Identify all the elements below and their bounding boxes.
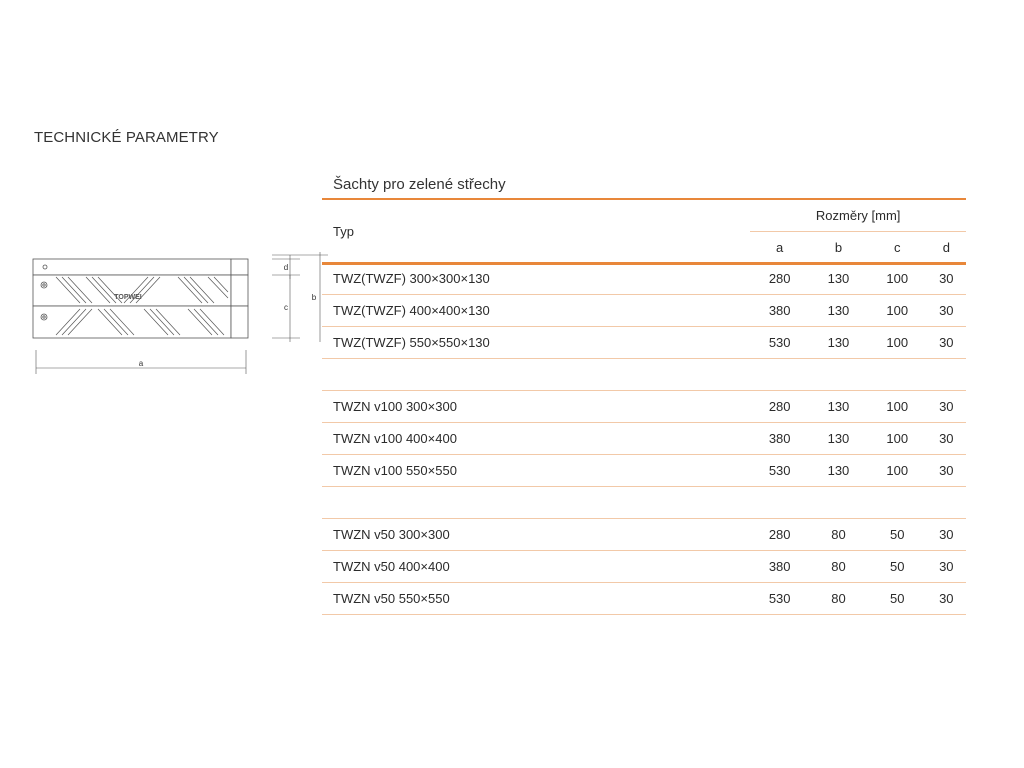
cell-c: 100: [868, 327, 927, 359]
cell-b: 130: [809, 391, 868, 423]
cell-d: 30: [927, 551, 966, 583]
col-header-c: c: [893, 240, 901, 255]
table-spacer-row: [322, 487, 966, 519]
cell-a: 380: [750, 551, 809, 583]
cell-c: [868, 359, 927, 391]
table-spacer-row: [322, 359, 966, 391]
brand-logo-text: TOPWEI: [114, 294, 142, 301]
table-row: [322, 519, 966, 551]
table-row: [322, 423, 966, 455]
cell-a: [750, 487, 809, 519]
cell-b: 130: [809, 327, 868, 359]
table-title: Šachty pro zelené střechy: [333, 176, 506, 193]
cell-type: TWZ(TWZF) 400×400×130: [322, 295, 750, 327]
cell-type: TWZN v100 550×550: [322, 455, 750, 487]
cell-b: 80: [809, 551, 868, 583]
segment-upper: [33, 275, 231, 306]
cell-c: 100: [868, 263, 927, 295]
cell-a: 530: [750, 583, 809, 615]
cell-b: [809, 487, 868, 519]
cell-type: [322, 487, 750, 519]
table-row: [322, 391, 966, 423]
shaft-drawing: [28, 250, 328, 380]
table-row: [322, 583, 966, 615]
cell-c: 50: [868, 583, 927, 615]
cell-type: TWZ(TWZF) 550×550×130: [322, 327, 750, 359]
cell-b: 80: [809, 583, 868, 615]
cell-d: 30: [927, 583, 966, 615]
cell-a: 530: [750, 327, 809, 359]
cell-d: 30: [927, 455, 966, 487]
cell-d: 30: [927, 391, 966, 423]
cell-b: 130: [809, 455, 868, 487]
dim-label-b: b: [311, 293, 317, 302]
table-row: [322, 295, 966, 327]
cell-d: 30: [927, 263, 966, 295]
type-header: Typ: [333, 223, 354, 239]
cell-c: 100: [868, 391, 927, 423]
dim-label-d: d: [283, 263, 289, 272]
cell-c: 50: [868, 519, 927, 551]
cell-b: [809, 359, 868, 391]
cell-type: [322, 359, 750, 391]
table-header-rule: [322, 262, 966, 265]
cell-d: [927, 487, 966, 519]
col-header-b: b: [834, 240, 843, 255]
cell-c: 50: [868, 551, 927, 583]
cell-type: TWZ(TWZF) 300×300×130: [322, 263, 750, 295]
cell-type: TWZN v100 400×400: [322, 423, 750, 455]
dim-label-a: a: [138, 359, 144, 368]
table-row: [322, 551, 966, 583]
cell-c: [868, 487, 927, 519]
table-row: [322, 263, 966, 295]
cell-d: 30: [927, 423, 966, 455]
cell-a: 380: [750, 423, 809, 455]
cell-b: 130: [809, 295, 868, 327]
cell-type: TWZN v50 550×550: [322, 583, 750, 615]
col-header-a: a: [776, 240, 784, 255]
page-title: TECHNICKÉ PARAMETRY: [34, 129, 219, 146]
cell-d: 30: [927, 327, 966, 359]
table-row: [322, 455, 966, 487]
cell-c: 100: [868, 423, 927, 455]
cell-d: 30: [927, 519, 966, 551]
cell-d: 30: [927, 295, 966, 327]
cell-type: TWZN v50 300×300: [322, 519, 750, 551]
cell-a: 280: [750, 263, 809, 295]
cell-a: 280: [750, 519, 809, 551]
cell-type: TWZN v100 300×300: [322, 391, 750, 423]
cell-c: 100: [868, 295, 927, 327]
cell-c: 100: [868, 455, 927, 487]
dim-label-c: c: [284, 303, 288, 312]
cell-b: 80: [809, 519, 868, 551]
col-header-d: d: [942, 240, 950, 255]
cell-b: 130: [809, 423, 868, 455]
cell-type: TWZN v50 400×400: [322, 551, 750, 583]
dimensions-header: Rozměry [mm]: [750, 199, 966, 232]
frame-top: [33, 259, 231, 275]
cell-b: 130: [809, 263, 868, 295]
table-row: [322, 327, 966, 359]
cell-d: [927, 359, 966, 391]
cell-a: 280: [750, 391, 809, 423]
cell-a: 380: [750, 295, 809, 327]
cell-a: 530: [750, 455, 809, 487]
cell-a: [750, 359, 809, 391]
